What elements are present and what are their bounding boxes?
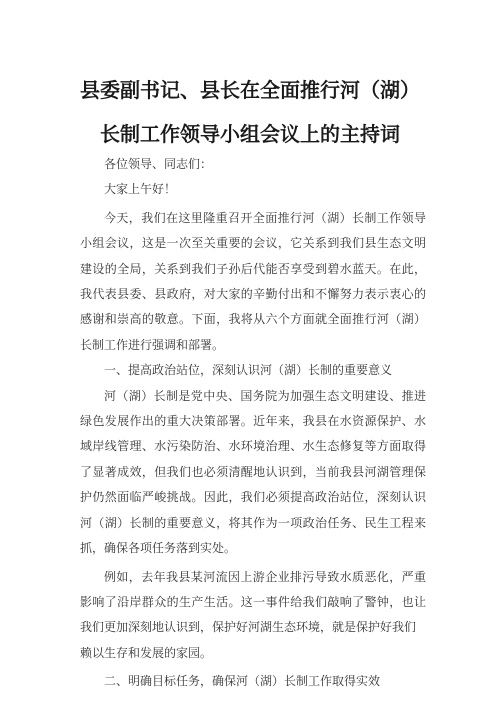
document-body: [80, 152, 426, 695]
section-1-paragraph: 河（湖）长制是党中央、国务院为加强生态文明建设、推进绿色发展作出的重大决策部署。近年来，我县在水资源保护、水域岸线管理、水污染防治、水环境治理、水生态修复等方面取得了显著成效，但我们也必须清醒地认识到，当前我县河湖管理保护仍然面临严峻挑战。因此，我们必须提高政治站位，深刻认识河（湖）长制的重要意义，将其作为一项政治任务、民生工程来抓，确保各项任务落到实处。: [80, 388, 426, 556]
section-heading-1: 一、提高政治站位，深刻认识河（湖）长制的重要意义: [104, 363, 393, 378]
document-title-line-1: 县委副书记、县长在全面推行河（湖）: [80, 78, 420, 102]
document-title-line-2: 长制工作领导小组会议上的主持词: [100, 122, 400, 146]
section-heading-2: 二、明确目标任务，确保河（湖）长制工作取得实效: [104, 674, 381, 689]
greeting: 大家上午好！: [104, 182, 177, 197]
example-paragraph: 例如，去年我县某河流因上游企业排污导致水质恶化，严重影响了沿岸群众的生产生活。这一事件给我们敲响了警钟，也让我们更加深刻地认识到，保护好河湖生态环境，就是保护好我们: [80, 569, 426, 635]
opening-paragraph: 今天，我们在这里隆重召开全面推行河（湖）长制工作领导小组会议，这是一次至关重要的会议，它关系到我们县生态文明建设的全局，关系到我们子孙后代能否享受到碧水蓝天。在此，我代表县委、县政府，对大家的辛勤付出和不懈努力表示衷心的感谢和崇高的敬意。下面，我将从六个方面就全面推行河（湖）长制工作进行强调和部署。: [80, 210, 426, 352]
salutation: 各位领导、同志们：: [104, 157, 213, 171]
example-paragraph-continuation: 赖以生存和发展的家园。: [80, 645, 213, 660]
